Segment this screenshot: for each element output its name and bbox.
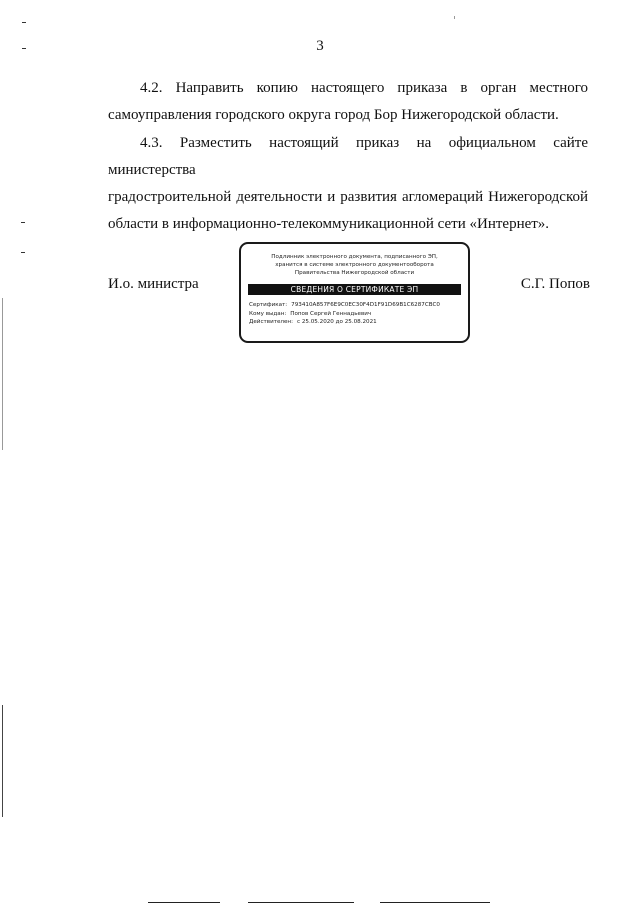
scan-artifact [2,705,3,817]
bottom-edge-line [148,902,220,903]
paragraph-4-2-line-1-text: 4.2. Направить копию настоящего приказа в орган местного [140,80,588,96]
paragraph-4-2-line-1 [108,75,588,102]
stamp-header-line-1: Подлинник электронного документа, подписанного ЭП, [271,254,438,260]
validity-value: с 25.05.2020 до 25.08.2021 [296,319,377,325]
signer-name: С.Г. Попов [520,276,590,292]
validity-row [249,318,468,327]
paragraph-4-3-line-3: области в информационно-телекоммуникационной сети «Интернет». [108,216,550,232]
certificate-value: 793410A857F6E9C0EC30F4D1F91D69B1C6287CBC0 [291,302,440,308]
scan-artifact [2,298,3,450]
paragraph-4-2-line-2: самоуправления городского округа город Бор Нижегородской области. [108,107,559,123]
paragraph-4-3 [108,130,588,238]
stamp-details [249,301,468,327]
paragraph-4-3-line-2: градостроительной деятельности и развития агломераций Нижегородской [108,189,588,205]
stamp-header [241,253,468,277]
paragraph-4-3-line-1-text: 4.3. Разместить настоящий приказ на официальном сайте министерства [108,135,588,178]
issued-to-value: Попов Сергей Геннадьевич [290,310,372,317]
signer-title: И.о. министра [108,276,199,292]
certificate-row [249,301,468,310]
scan-artifact [22,22,26,23]
bottom-edge-line [248,902,354,903]
scan-artifact [22,48,26,49]
stamp-header-line-3: Правительства Нижегородской области [294,270,415,276]
stamp-banner: СВЕДЕНИЯ О СЕРТИФИКАТЕ ЭП [248,284,461,295]
paragraph-4-3-line-1 [108,130,588,184]
page-number: 3 [316,38,324,54]
issued-to-label: Кому выдан: [249,310,287,317]
scan-artifact [21,252,25,253]
bottom-edge-line [380,902,490,903]
issued-to-row [249,310,468,319]
electronic-signature-stamp [239,242,470,343]
validity-label: Действителен: [249,319,293,325]
paragraph-4-2 [108,75,588,129]
scan-artifact [21,222,25,223]
stamp-header-line-2: хранится в системе электронного документооборота [275,262,434,268]
scan-artifact [454,16,455,19]
certificate-label: Сертификат: [249,302,288,308]
